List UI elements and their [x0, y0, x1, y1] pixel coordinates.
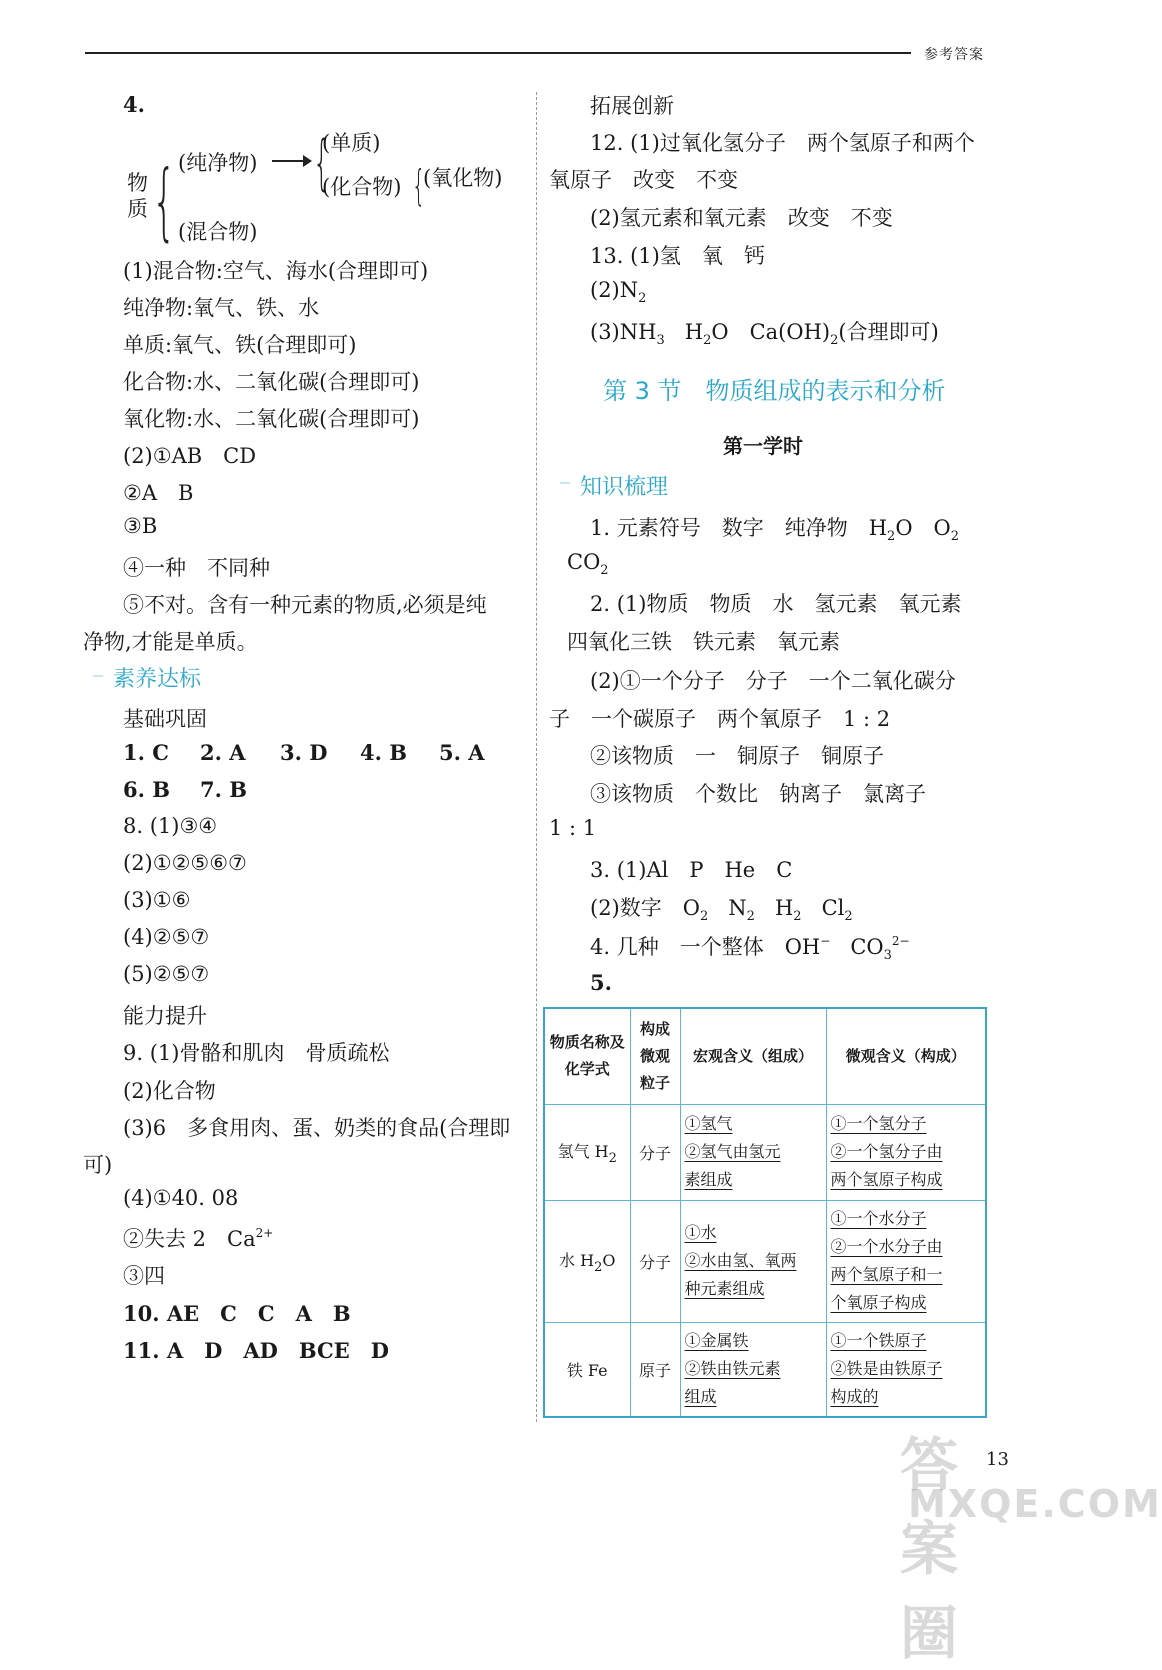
cell-line: 种元素组成: [684, 1279, 765, 1298]
text-line: 单质:氧气、铁(合理即可): [123, 333, 357, 357]
text-line: ③四: [123, 1264, 165, 1288]
cell-line: ①一个水分子: [830, 1209, 927, 1228]
section-marker-icon: [560, 479, 574, 489]
subscript: 2: [594, 1259, 603, 1275]
answer-item: 7. B: [200, 777, 247, 802]
diagram-mixture: (混合物): [178, 220, 258, 244]
cell-name: [544, 1200, 630, 1322]
text-line: 氧原子 改变 不变: [549, 168, 738, 192]
cell-line: ①一个氢分子: [830, 1114, 927, 1133]
header-particle: 构成微观粒子: [630, 1008, 680, 1104]
header-macro: 宏观含义（组成）: [680, 1008, 826, 1104]
cell-line: ②一个氢分子由: [830, 1142, 943, 1161]
diagram-oxide: (氧化物): [423, 166, 503, 190]
text-run: 1. 元素符号 数字 纯净物 H: [590, 516, 888, 540]
subsection-title: 拓展创新: [590, 94, 674, 118]
diagram-root: 物 质: [127, 171, 148, 221]
question-5-label: 5.: [590, 970, 612, 995]
answer-item: 6. B: [123, 777, 170, 802]
text-line: [567, 550, 609, 578]
text-line: (2)氢元素和氧元素 改变 不变: [590, 206, 893, 230]
header-rule: [85, 52, 911, 54]
subscript: 2: [746, 909, 755, 924]
cell-macro: [680, 1104, 826, 1200]
text-line: 净物,才能是单质。: [83, 630, 258, 654]
diagram-brace-compound: {: [412, 161, 426, 210]
subscript: 2: [600, 563, 609, 578]
subscript: 2: [793, 909, 802, 924]
column-divider: [536, 92, 537, 1422]
text-line: ③该物质 个数比 钠离子 氯离子: [590, 782, 926, 806]
text-run: (2)数字 O: [590, 896, 700, 920]
cell-text: 水 H: [559, 1250, 595, 1270]
cell-name: [544, 1104, 630, 1200]
text-line: (4)②⑤⑦: [123, 925, 210, 949]
subscript: 2: [830, 333, 839, 348]
table-row: [544, 1200, 986, 1322]
text-run: (合理即可): [838, 320, 939, 344]
answer-item: 3. D: [280, 740, 328, 765]
watermark-text: 答案圈: [900, 1431, 955, 1667]
text-line: 纯净物:氧气、铁、水: [123, 296, 320, 320]
text-run: O Ca(OH): [711, 320, 831, 344]
text-line: 2. (1)物质 物质 水 氢元素 氧元素: [590, 592, 962, 616]
text-line: 子 一个碳原子 两个氧原子 1 : 2: [549, 707, 891, 731]
cell-line: ②氢气由氢元: [684, 1142, 781, 1161]
cell-line: ①一个铁原子: [830, 1331, 927, 1351]
text-run: Cl: [821, 896, 845, 920]
table-row: [544, 1322, 986, 1417]
diagram-element: (单质): [322, 131, 381, 155]
text-line: 12. (1)过氧化氢分子 两个氢原子和两个: [590, 131, 975, 155]
text-line: (5)②⑤⑦: [123, 962, 210, 986]
cell-line: 两个氢原子和一: [830, 1265, 943, 1284]
text-run: (3)NH: [590, 320, 657, 344]
text-line: ③B: [123, 514, 158, 538]
text-line: 1 : 1: [549, 816, 597, 840]
text-line: (1)混合物:空气、海水(合理即可): [123, 259, 429, 283]
text-run: N: [728, 896, 747, 920]
subscript: 2: [703, 333, 712, 348]
cell-line: 组成: [684, 1387, 717, 1407]
answer-item: 1. C: [123, 740, 169, 765]
subscript: 2: [638, 291, 647, 306]
watermark-url: MXQE.COM: [908, 1482, 1162, 1526]
lesson-title: 第一学时: [723, 434, 803, 458]
text-line: 可): [83, 1153, 113, 1177]
knowledge-title: 知识梳理: [580, 475, 669, 500]
diagram-brace-root: {: [152, 152, 177, 250]
subsection-title: 基础巩固: [123, 707, 207, 731]
text-run: CO: [850, 935, 884, 959]
text-line: ②该物质 一 铜原子 铜原子: [590, 744, 884, 768]
diagram-pure: (纯净物): [178, 151, 258, 175]
ion-charge: 2−: [891, 934, 910, 948]
text-run: (2)N: [590, 278, 639, 302]
cell-micro: [826, 1200, 986, 1322]
cell-line: 个氧原子构成: [830, 1293, 927, 1312]
cell-macro: [680, 1322, 826, 1417]
cell-line: 两个氢原子构成: [830, 1170, 943, 1189]
subscript: 3: [656, 333, 665, 348]
ion-charge: −: [820, 934, 831, 948]
text-line: (3)6 多食用肉、蛋、奶类的食品(合理即: [123, 1116, 511, 1140]
text-line: ②A B: [123, 481, 194, 505]
table-header-row: [544, 1008, 986, 1104]
ion-charge: 2+: [255, 1226, 274, 1240]
cell-line: ①金属铁: [684, 1331, 749, 1351]
answer-item: 2. A: [200, 740, 246, 765]
answer-item: 4. B: [360, 740, 407, 765]
text-line: ⑤不对。含有一种元素的物质,必须是纯: [123, 593, 487, 617]
text-line: [590, 316, 939, 348]
question-4-label: 4.: [123, 92, 145, 117]
section-title: 素养达标: [113, 667, 202, 692]
header-name: 物质名称及化学式: [544, 1008, 630, 1104]
text-line: [590, 892, 853, 924]
section-3-title: 第 3 节 物质组成的表示和分析: [603, 377, 946, 405]
text-line: (4)①40. 08: [123, 1186, 239, 1210]
cell-text: O: [602, 1250, 616, 1270]
subscript: 2: [699, 909, 709, 924]
text-run: O O: [895, 516, 951, 540]
subscript: 2: [608, 1150, 617, 1166]
subscript: 2: [950, 529, 960, 544]
cell-micro: [826, 1322, 986, 1417]
cell-macro: [680, 1200, 826, 1322]
text-line: 氧化物:水、二氧化碳(合理即可): [123, 407, 420, 431]
cell-particle: 分子: [630, 1200, 680, 1322]
cell-particle: 原子: [630, 1322, 680, 1417]
text-line: (2)①一个分子 分子 一个二氧化碳分: [590, 669, 956, 693]
cell-name: 铁 Fe: [544, 1322, 630, 1417]
text-line: 8. (1)③④: [123, 814, 218, 838]
text-run: H: [684, 320, 704, 344]
text-line: 10. AE C C A B: [123, 1301, 351, 1326]
cell-line: ②一个水分子由: [830, 1237, 943, 1256]
text-line: 9. (1)骨骼和肌肉 骨质疏松: [123, 1041, 390, 1065]
cell-text: 氢气 H: [557, 1141, 609, 1161]
text-line: 四氧化三铁 铁元素 氧元素: [567, 630, 840, 654]
text-line: [590, 278, 646, 306]
text-run: CO: [567, 550, 601, 574]
text-line: 化合物:水、二氧化碳(合理即可): [123, 370, 420, 394]
diagram-compound: (化合物): [322, 175, 402, 199]
text-line: [590, 931, 910, 963]
text-line: [123, 1223, 273, 1253]
cell-line: 素组成: [684, 1170, 733, 1189]
diagram-arrow: [272, 160, 310, 162]
cell-line: 构成的: [830, 1387, 879, 1407]
text-line: (3)①⑥: [123, 888, 191, 912]
cell-micro: [826, 1104, 986, 1200]
text-line: 3. (1)Al P He C: [590, 858, 793, 882]
cell-line: ②铁是由铁原子: [830, 1359, 943, 1379]
section-marker-icon: [93, 672, 107, 682]
text-line: ④一种 不同种: [123, 556, 270, 580]
text-run: ②失去 2 Ca: [123, 1227, 256, 1251]
subsection-title: 能力提升: [123, 1004, 207, 1028]
text-line: 13. (1)氢 氧 钙: [590, 244, 765, 268]
answer-item: 5. A: [439, 740, 485, 765]
subscript: 2: [887, 529, 896, 544]
header-micro: 微观含义（构成）: [826, 1008, 986, 1104]
cell-line: ②水由氢、氧两: [684, 1251, 797, 1270]
text-line: [590, 512, 959, 544]
cell-particle: 分子: [630, 1104, 680, 1200]
page-number: 13: [986, 1449, 1009, 1470]
cell-line: ①水: [684, 1223, 717, 1242]
header-title: 参考答案: [924, 47, 984, 63]
text-line: (2)①AB CD: [123, 444, 257, 468]
cell-line: ②铁由铁元素: [684, 1359, 781, 1379]
diagram-brace-pure: {: [313, 128, 331, 198]
text-line: (2)化合物: [123, 1079, 216, 1103]
text-line: (2)①②⑤⑥⑦: [123, 851, 247, 875]
cell-line: ①氢气: [684, 1114, 733, 1133]
text-run: 4. 几种 一个整体 OH: [590, 935, 821, 959]
text-run: H: [774, 896, 794, 920]
subscript: 3: [883, 948, 892, 963]
text-line: 11. A D AD BCE D: [123, 1338, 389, 1363]
substance-table: [543, 1007, 987, 1418]
table-row: [544, 1104, 986, 1200]
subscript: 2: [844, 909, 853, 924]
